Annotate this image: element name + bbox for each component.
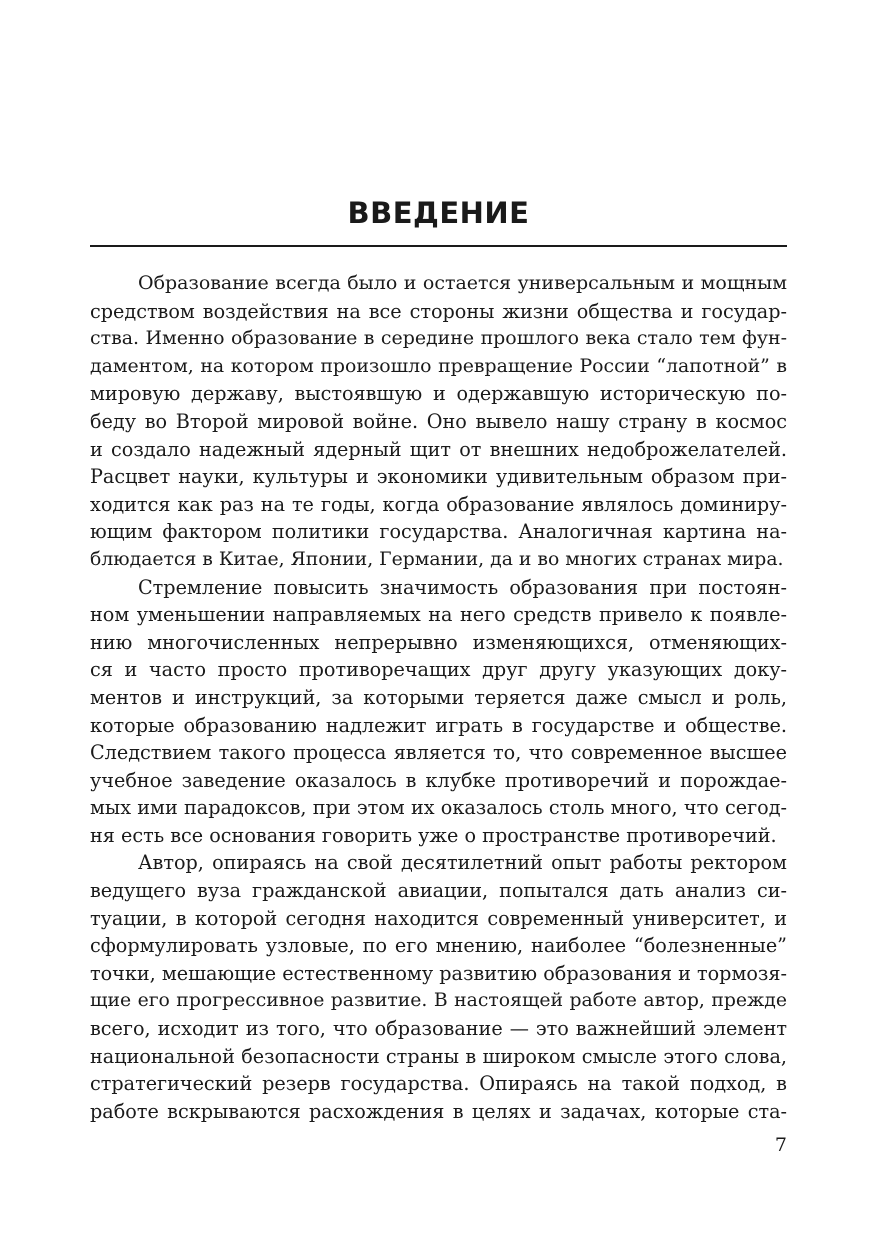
text-line: национальной безопасности страны в широком смысле этого слова, [90,1044,787,1068]
text-line: средством воздействия на все стороны жизни общества и государ- [90,299,787,323]
text-line: ня есть все основания говорить уже о пространстве противоречий. [90,823,777,847]
text-line: точки, мешающие естественному развитию образования и тормозя- [90,961,787,985]
text-line: Стремление повысить значимость образования при постоян- [138,575,787,599]
page-title: ВВЕДЕНИЕ [347,196,530,230]
text-line: ства. Именно образование в середине прошлого века стало тем фун- [90,327,787,350]
text-line: ющим фактором политики государства. Аналогичная картина на- [90,520,787,544]
page-number: 7 [774,1134,787,1156]
text-line: Следствием такого процесса является то, что современное высшее [90,741,787,765]
text-line: сформулировать узловые, по его мнению, наиболее “болезненные” [90,934,787,958]
text-line: нию многочисленных непрерывно изменяющихся, отменяющих- [90,630,787,654]
text-line: ведущего вуза гражданской авиации, попытался дать анализ си- [90,879,787,903]
text-line: мых ими парадоксов, при этом их оказалось столь много, что сегод- [90,796,787,820]
text-line: ся и часто просто противоречащих друг другу указующих доку- [90,658,787,682]
text-line: Автор, опираясь на свой десятилетний опыт работы ректором [138,851,787,875]
text-line: которые образованию надлежит играть в государстве и обществе. [90,713,787,737]
text-line: Расцвет науки, культуры и экономики удивительным образом при- [90,465,787,489]
paragraph [90,270,787,574]
body-text [90,270,787,1125]
text-line: Образование всегда было и остается универсальным и мощным [138,272,787,294]
text-line: и создало надежный ядерный щит от внешних недоброжелателей. [90,437,787,461]
text-line: беду во Второй мировой войне. Оно вывело нашу страну в космос [90,409,787,433]
text-line: туации, в которой сегодня находится современный университет, и [90,906,787,930]
paragraph [90,574,787,850]
text-line: работе вскрываются расхождения в целях и задачах, которые ста- [90,1099,787,1123]
text-line: щие его прогрессивное развитие. В настоящей работе автор, прежде [90,990,787,1012]
title-divider [90,245,787,247]
text-line: ном уменьшении направляемых на него средств привело к появле- [90,603,787,627]
text-line: даментом, на котором произошло превращение России “лапотной” в [90,354,787,377]
text-line: учебное заведение оказалось в клубке противоречий и порождае- [90,768,787,792]
text-line: стратегический резерв государства. Опираясь на такой подход, в [90,1072,787,1096]
text-line: блюдается в Китае, Японии, Германии, да и во многих странах мира. [90,548,784,570]
text-line: ходится как раз на те годы, когда образование являлось доминиру- [90,492,787,516]
text-line: всего, исходит из того, что образование — это важнейший элемент [90,1017,787,1041]
text-line: мировую державу, выстоявшую и одержавшую историческую по- [90,382,787,406]
text-line: ментов и инструкций, за которыми теряется даже смысл и роль, [90,685,787,709]
paragraph [90,849,787,1125]
